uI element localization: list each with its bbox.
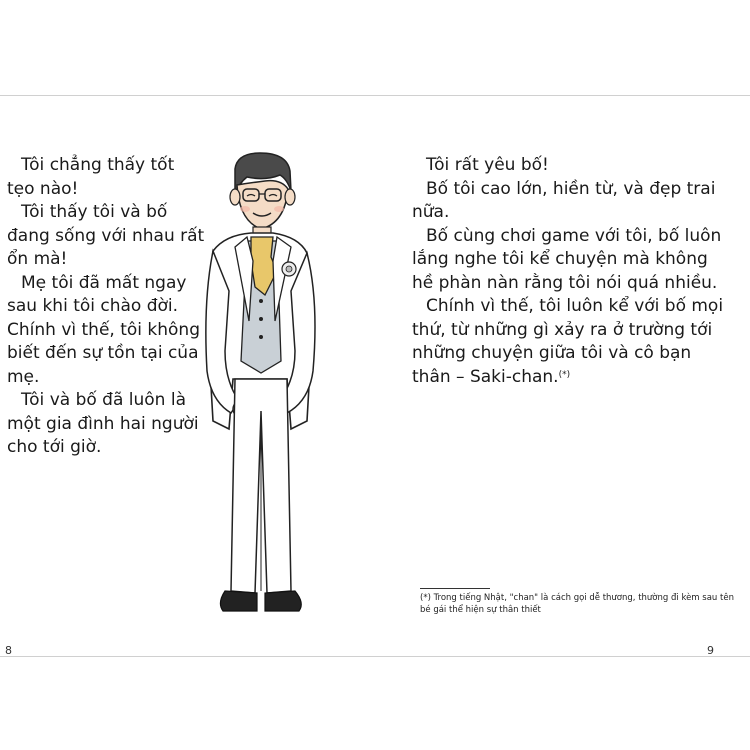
paragraph-text: Chính vì thế, tôi luôn kể với bố mọi thứ, từ những gì xảy ra ở trường tới những chuyện giữa tôi và cô bạn thân – Saki-chan. <box>412 296 724 387</box>
paragraph: Tôi chẳng thấy tốt tẹo nào! <box>7 155 175 199</box>
page-number-left: 8 <box>5 644 12 657</box>
paragraph: Tôi rất yêu bố! <box>426 155 549 175</box>
paragraph-with-footnote <box>412 295 732 389</box>
paragraph: Bố tôi cao lớn, hiền từ, và đẹp trai nữa. <box>412 178 716 222</box>
paragraph: Tôi và bố đã luôn là một gia đình hai người cho tới giờ. <box>7 390 199 457</box>
page-number-right: 9 <box>707 644 714 657</box>
left-page-text <box>7 154 207 460</box>
footnote-divider <box>420 588 490 589</box>
paragraph: Tôi thấy tôi và bố đang sống với nhau rất ổn mà! <box>7 202 205 269</box>
footnote-marker: (*) <box>558 369 571 380</box>
book-spread <box>0 95 750 657</box>
paragraph: Bố cùng chơi game với tôi, bố luôn lắng nghe tôi kể chuyện mà không hề phàn nàn rằng tôi nói quá nhiều. <box>412 225 722 293</box>
paragraph: Mẹ tôi đã mất ngay sau khi tôi chào đời. Chính vì thế, tôi không biết đến sự tồn tại của mẹ. <box>7 272 200 387</box>
right-page-text <box>412 154 732 389</box>
footnote: (*) Trong tiếng Nhật, "chan" là cách gọi dễ thương, thường đi kèm sau tên bé gái thể hiện sự thân thiết <box>420 593 734 615</box>
man-in-white-suit-illustration <box>195 151 325 651</box>
